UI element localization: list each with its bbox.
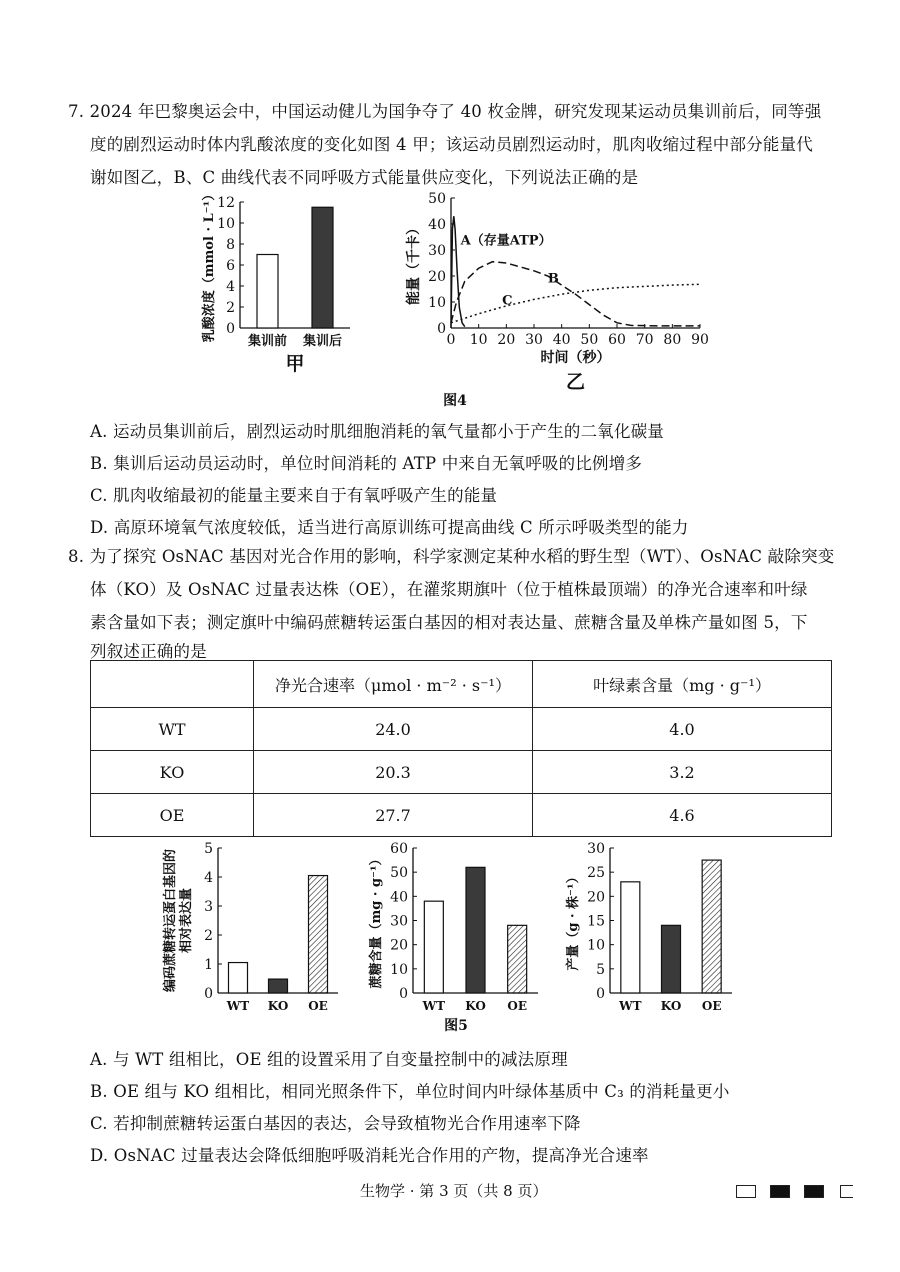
table-header-cell: [91, 661, 254, 708]
x-tick-label: OE: [507, 999, 527, 1013]
y-tick-label: 40: [428, 217, 446, 233]
table-cell: 3.2: [533, 751, 832, 794]
q8-option-a: A. 与 WT 组相比，OE 组的设置采用了自变量控制中的减法原理: [90, 1050, 568, 1069]
figure-4: [190, 188, 730, 408]
table-row: [91, 794, 832, 837]
bar: [621, 882, 640, 993]
bar: [508, 925, 527, 993]
table-row: [91, 751, 832, 794]
chart-sucrose-content: [368, 841, 538, 1013]
y-tick-label: 20: [428, 269, 446, 285]
chart-gene-expression: [162, 841, 338, 1013]
page-mark-empty: [736, 1185, 756, 1198]
y-tick-label: 60: [390, 841, 408, 857]
table-cell: OE: [91, 794, 254, 837]
panel-label: 甲: [285, 353, 305, 375]
y-tick-label: 10: [587, 937, 605, 954]
table-cell: 27.7: [254, 794, 533, 837]
x-tick-label: 集训后: [302, 334, 343, 349]
y-tick-label: 20: [390, 937, 408, 954]
y-tick-label: 5: [204, 841, 213, 857]
q8-stem-line-3: 素含量如下表；测定旗叶中编码蔗糖转运蛋白基因的相对表达量、蔗糖含量及单株产量如图 5，下: [90, 613, 808, 632]
table-cell: 4.0: [533, 708, 832, 751]
q7-stem-line-2: 度的剧烈运动时体内乳酸浓度的变化如图 4 甲；该运动员剧烈运动时，肌肉收缩过程中部分能量代: [90, 135, 813, 154]
x-tick-label: 70: [635, 332, 654, 348]
y-tick-label: 50: [428, 191, 446, 207]
y-tick-label: 8: [226, 237, 235, 253]
y-tick-label: 5: [596, 961, 605, 978]
table-header-cell: 叶绿素含量（mg · g⁻¹）: [533, 661, 832, 708]
bar: [309, 876, 328, 993]
q8-stem-line-2: 体（KO）及 OsNAC 过量表达株（OE），在灌浆期旗叶（位于植株最顶端）的净光合速率和叶绿: [90, 580, 808, 599]
y-axis-label: 编码蔗糖转运蛋白基因的: [163, 848, 178, 993]
series-line-B: [451, 262, 700, 326]
y-tick-label: 25: [587, 865, 605, 882]
bar: [229, 963, 248, 993]
figure-4-caption: 图4: [443, 393, 467, 408]
y-tick-label: 2: [226, 300, 235, 316]
x-tick-label: 90: [691, 332, 709, 348]
y-tick-label: 40: [390, 889, 408, 906]
bar: [702, 860, 721, 993]
table-cell: WT: [91, 708, 254, 751]
y-tick-label: 0: [204, 986, 213, 1002]
q7-option-d: D. 高原环境氧气浓度较低，适当进行高原训练可提高曲线 C 所示呼吸类型的能力: [90, 518, 689, 537]
x-tick-label: 0: [446, 332, 456, 348]
q8-option-b: B. OE 组与 KO 组相比，相同光照条件下，单位时间内叶绿体基质中 C₃ 的消耗量更小: [90, 1082, 730, 1101]
figure-5-caption: 图5: [444, 1018, 468, 1034]
x-tick-label: OE: [308, 999, 328, 1013]
x-tick-label: 40: [552, 332, 571, 348]
q8-stem-line-1: 8. 为了探究 OsNAC 基因对光合作用的影响，科学家测定某种水稻的野生型（WT）、OsNAC 敲除突变: [68, 547, 835, 566]
q7-stem-line-1: 7. 2024 年巴黎奥运会中，中国运动健儿为国争夺了 40 枚金牌，研究发现某运动员集训前后，同等强: [68, 102, 822, 121]
bar: [312, 207, 333, 328]
y-tick-label: 2: [204, 928, 213, 944]
y-tick-label: 4: [226, 279, 235, 295]
bar: [424, 901, 443, 993]
y-tick-label: 20: [587, 889, 605, 906]
y-axis-label: 相对表达量: [179, 887, 194, 954]
x-tick-label: KO: [660, 999, 682, 1013]
x-tick-label: 60: [608, 332, 626, 348]
y-tick-label: 3: [204, 899, 213, 915]
q7-stem-line-3: 谢如图乙，B、C 曲线代表不同呼吸方式能量供应变化，下列说法正确的是: [90, 168, 639, 187]
q7-option-b: B. 集训后运动员运动时，单位时间消耗的 ATP 中来自无氧呼吸的比例增多: [90, 454, 643, 473]
table-row: [91, 708, 832, 751]
y-tick-label: 10: [428, 295, 446, 311]
series-label-a: A（存量ATP）: [460, 233, 552, 249]
x-tick-label: 80: [663, 332, 682, 348]
x-tick-label: OE: [701, 999, 722, 1013]
table-cell: 20.3: [254, 751, 533, 794]
x-tick-label: WT: [422, 999, 446, 1013]
y-tick-label: 10: [217, 216, 235, 232]
data-table: [90, 660, 832, 837]
q7-option-a: A. 运动员集训前后，剧烈运动时肌细胞消耗的氧气量都小于产生的二氧化碳量: [90, 422, 665, 441]
bar: [257, 255, 278, 329]
q8-option-d: D. OsNAC 过量表达会降低细胞呼吸消耗光合作用的产物，提高净光合速率: [90, 1146, 649, 1165]
figure-5: [160, 836, 760, 1036]
x-tick-label: WT: [226, 999, 250, 1013]
x-tick-label: WT: [619, 999, 642, 1013]
x-tick-label: 20: [497, 332, 516, 348]
y-tick-label: 50: [390, 865, 408, 882]
chart-jia: [201, 188, 350, 375]
y-tick-label: 4: [204, 870, 213, 886]
page-mark-filled: [770, 1185, 790, 1198]
y-tick-label: 15: [587, 913, 605, 930]
x-tick-label: 集训前: [247, 334, 288, 349]
y-tick-label: 6: [226, 258, 235, 274]
x-tick-label: 50: [580, 332, 599, 348]
chart-yield: [565, 841, 732, 1013]
q8-stem-line-4: 列叙述正确的是: [90, 642, 207, 661]
page-footer: 生物学 · 第 3 页（共 8 页）: [360, 1182, 548, 1200]
table-cell: 4.6: [533, 794, 832, 837]
y-axis-label: 产量（g · 株⁻¹）: [566, 870, 581, 971]
series-label-c: C: [502, 293, 513, 309]
q7-option-c: C. 肌肉收缩最初的能量主要来自于有氧呼吸产生的能量: [90, 486, 498, 505]
y-tick-label: 0: [596, 986, 605, 1002]
x-tick-label: 10: [469, 332, 488, 348]
y-tick-label: 0: [437, 321, 446, 337]
q8-option-c: C. 若抑制蔗糖转运蛋白基因的表达，会导致植物光合作用速率下降: [90, 1114, 581, 1133]
page-mark-partial: [840, 1185, 853, 1198]
table-cell: 24.0: [254, 708, 533, 751]
series-line-C: [451, 284, 700, 323]
table-header-cell: 净光合速率（μmol · m⁻² · s⁻¹）: [254, 661, 533, 708]
y-tick-label: 30: [390, 913, 408, 930]
y-tick-label: 12: [217, 195, 235, 211]
table-header-row: [91, 661, 832, 708]
x-axis-label: 时间（秒）: [540, 350, 611, 366]
y-tick-label: 0: [399, 986, 408, 1002]
x-tick-label: KO: [465, 999, 486, 1013]
page-mark-filled: [804, 1185, 824, 1198]
bar: [466, 867, 485, 993]
y-tick-label: 30: [428, 243, 446, 259]
y-axis-label: 乳酸浓度（mmol · L⁻¹）: [202, 188, 217, 343]
x-tick-label: 30: [525, 332, 543, 348]
x-tick-label: KO: [267, 999, 289, 1013]
table-cell: KO: [91, 751, 254, 794]
y-tick-label: 10: [390, 961, 408, 978]
chart-yi: [405, 191, 709, 393]
y-tick-label: 0: [226, 321, 235, 337]
y-tick-label: 30: [587, 841, 605, 857]
bar: [662, 925, 681, 993]
panel-label: 乙: [565, 371, 586, 393]
series-label-b: B: [547, 271, 559, 287]
y-axis-label: 能量（千卡）: [406, 221, 422, 305]
y-axis-label: 蔗糖含量（mg · g⁻¹）: [369, 852, 384, 989]
bar: [269, 979, 288, 993]
y-tick-label: 1: [204, 957, 213, 973]
